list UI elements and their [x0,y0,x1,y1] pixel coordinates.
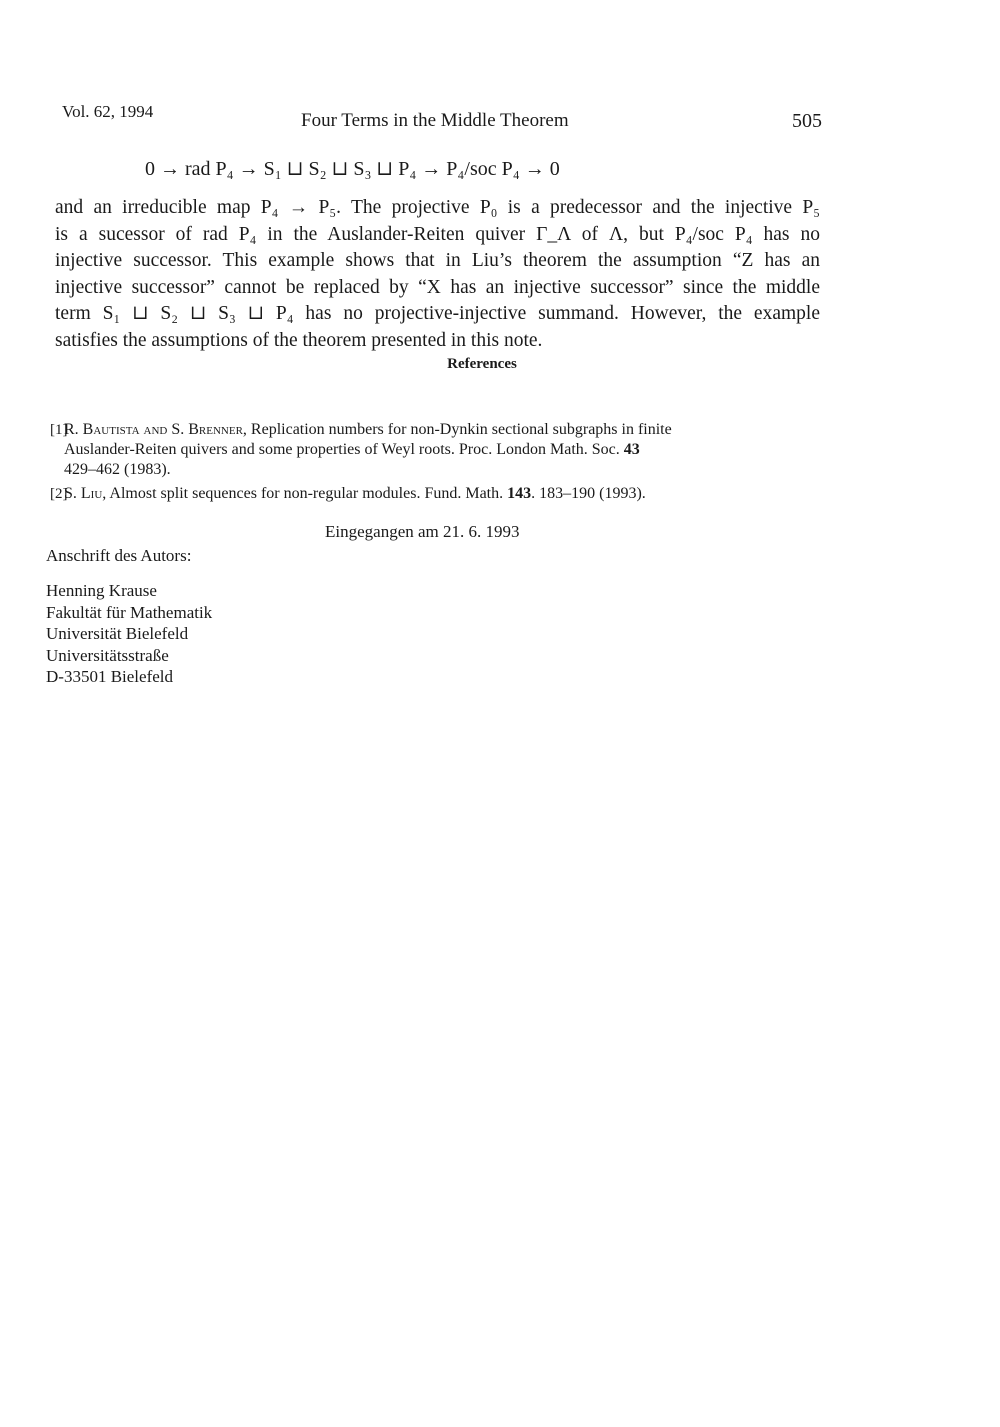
references-heading: References [447,356,517,372]
running-title: Four Terms in the Middle Theorem [301,110,569,131]
address-line: Universitätsstraße [46,645,169,665]
volume-info: Vol. 62, 1994 [62,102,154,121]
page-number: 505 [792,110,822,132]
address-line: D-33501 Bielefeld [46,667,173,686]
reference-pages: 429–462 (1983). [64,461,171,478]
body-paragraph [55,195,820,354]
reference-line [64,440,814,460]
reference-text: Replication numbers for non-Dynkin sectional subgraphs in finite [250,421,672,438]
reference-volume: 43 [623,441,640,458]
author-address [46,580,212,688]
paragraph-line: term S₁ ⊔ S₂ ⊔ S₃ ⊔ P₄ has no projective-injective summand. However, the example [55,303,820,324]
reference-line [64,484,814,504]
reference-text: Auslander-Reiten quivers and some properties of Weyl roots. Proc. London Math. Soc. [64,441,620,458]
reference-line [64,460,814,480]
reference-number: [2] [50,486,68,502]
reference-item [50,484,814,504]
reference-text: Almost split sequences for non-regular modules. Fund. Math. [109,485,504,502]
running-header [0,100,1000,130]
address-label: Anschrift des Autors: [46,546,192,565]
address-line: Henning Krause [46,581,157,600]
paragraph-line: satisfies the assumptions of the theorem presented in this note. [55,329,543,351]
reference-authors: S. Liu, [64,485,107,502]
paragraph-line: is a sucessor of rad P₄ in the Auslander-Reiten quiver Γ_Λ of Λ, but P₄/soc P₄ has no [55,223,820,245]
reference-volume: 143 [507,485,532,502]
reference-number: [1] [50,422,68,438]
paragraph-line: injective successor. This example shows that in Liu’s theorem the assumption “Z has an [55,250,820,271]
display-equation [0,152,1000,186]
reference-line [64,420,814,440]
received-date: Eingegangen am 21. 6. 1993 [325,522,520,541]
equation-text: 0 → rad P₄ → S₁ ⊔ S₂ ⊔ S₃ ⊔ P₄ → P₄/soc P₄ → 0 [145,158,560,180]
paragraph-line: injective successor” cannot be replaced by “X has an injective successor” since the middle [55,276,820,298]
reference-authors: R. Bautista and S. Brenner, [64,421,247,438]
address-line: Universität Bielefeld [46,624,189,643]
paragraph-line: and an irreducible map P₄ → P₅. The projective P₀ is a predecessor and the injective P₅ [55,197,820,218]
reference-item [50,420,814,480]
reference-pages: . 183–190 (1993). [531,485,646,502]
address-line: Fakultät für Mathematik [46,602,213,622]
